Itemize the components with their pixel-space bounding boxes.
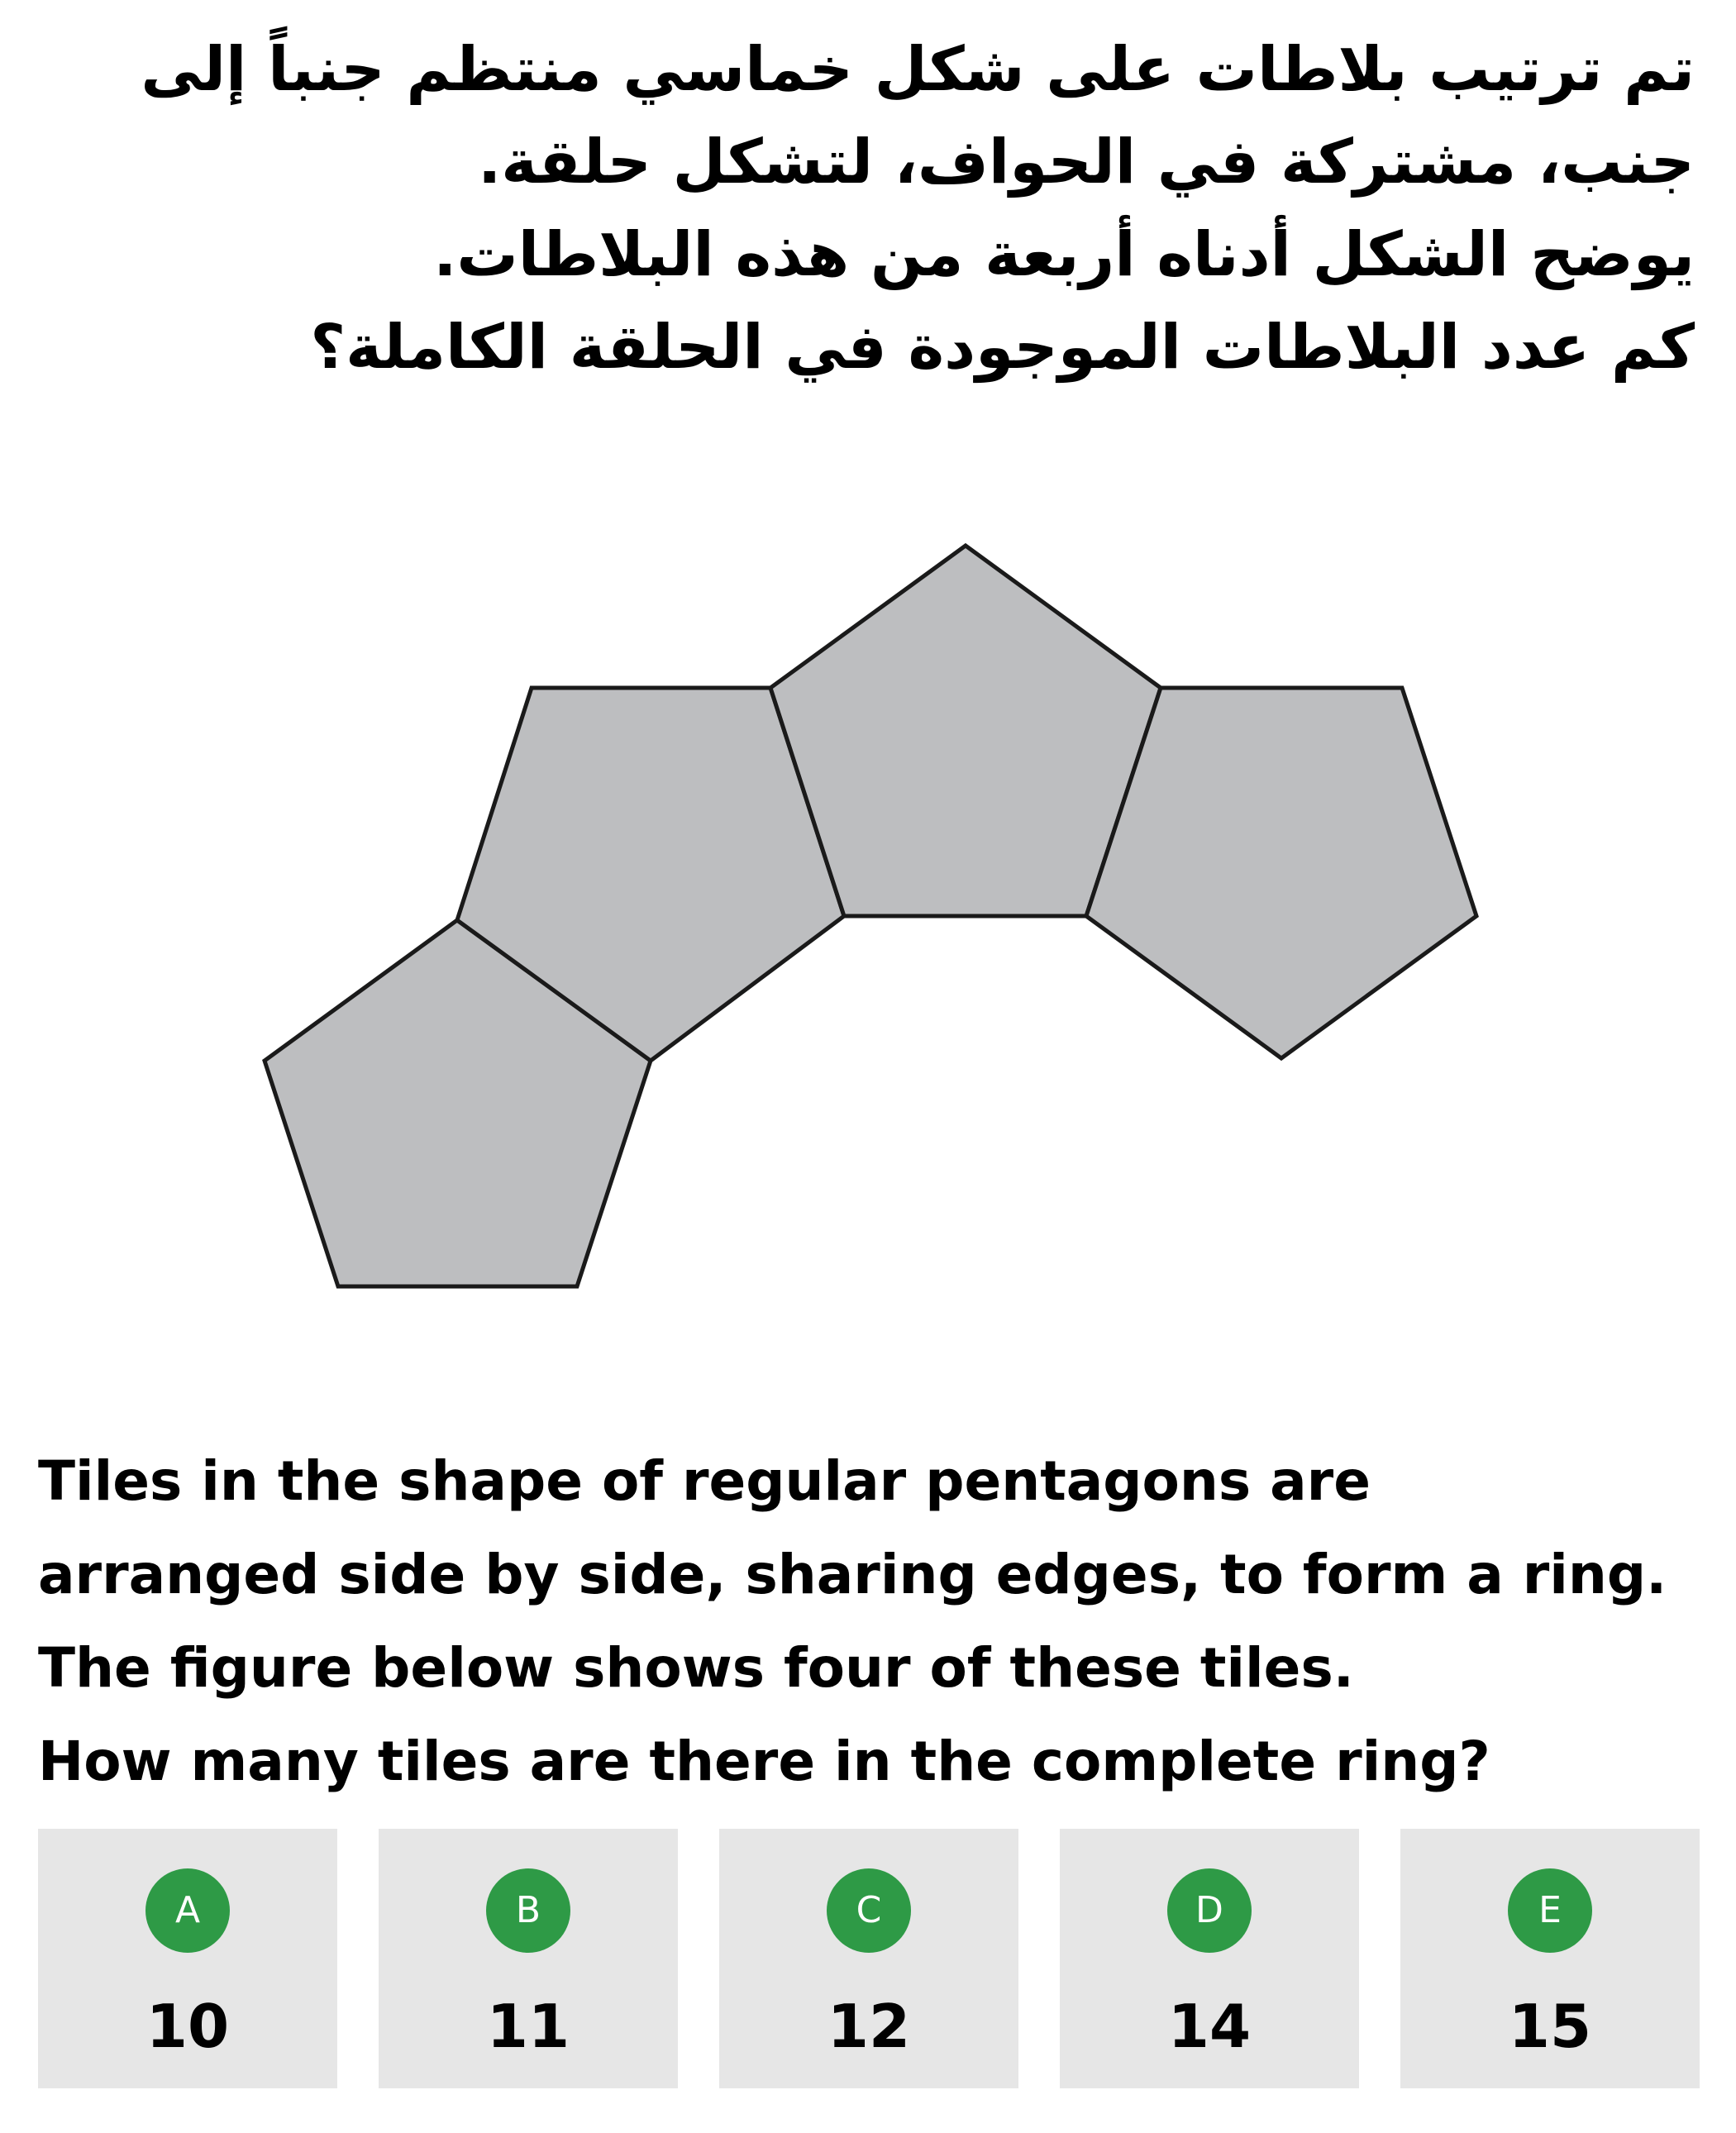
answer-choice-c[interactable] [719,1829,1018,2088]
pentagon-tile [1086,688,1476,1058]
choice-letter-badge: A [145,1868,230,1953]
answer-choices [38,1829,1700,2088]
pentagon-tiles-drawing [0,496,1736,1339]
english-question-line: Tiles in the shape of regular pentagons are [38,1449,1371,1513]
answer-choice-b[interactable] [379,1829,678,2088]
answer-choice-e[interactable] [1400,1829,1700,2088]
arabic-question-line: جنب، مشتركة في الحواف، لتشكل حلقة. [478,126,1695,198]
choice-letter-badge: B [486,1868,570,1953]
arabic-question-line: يوضح الشكل أدناه أربعة من هذه البلاطات. [433,219,1695,290]
arabic-question [41,23,1695,394]
arabic-question-line: تم ترتيب بلاطات على شكل خماسي منتظم جنباً إلى [141,34,1695,105]
answer-choice-d[interactable] [1060,1829,1359,2088]
english-question-line: arranged side by side, sharing edges, to form a ring. [38,1543,1667,1606]
pentagon-tile [770,546,1161,916]
choice-letter-badge: E [1508,1868,1592,1953]
choice-letter-badge: D [1167,1868,1252,1953]
english-question-line: How many tiles are there in the complete ring? [38,1730,1490,1793]
choice-value: 14 [1167,1992,1252,2061]
choice-value: 15 [1508,1992,1592,2061]
choice-value: 10 [145,1992,230,2061]
arabic-question-line: كم عدد البلاطات الموجودة في الحلقة الكاملة؟ [310,312,1695,383]
english-question-line: The figure below shows four of these tiles. [38,1636,1354,1700]
english-question [38,1434,1708,1808]
answer-choice-a[interactable] [38,1829,337,2088]
choice-value: 11 [486,1992,570,2061]
choice-letter-badge: C [827,1868,911,1953]
choice-value: 12 [827,1992,911,2061]
pentagon-tiles-figure [0,496,1736,1339]
